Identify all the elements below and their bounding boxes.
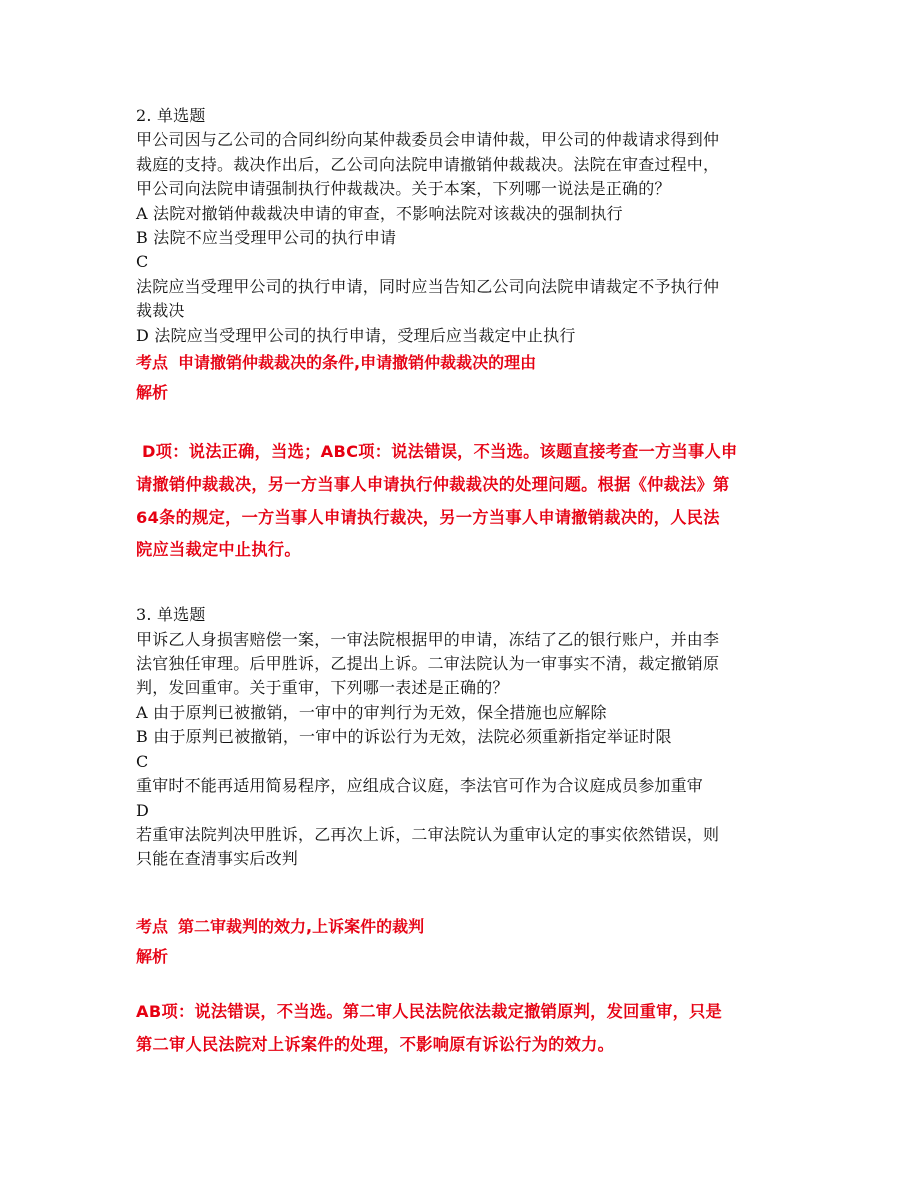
kaodian-label: 考点 (136, 916, 169, 936)
question-header: 2. 单选题 (136, 106, 206, 125)
kaodian-label: 考点 (136, 353, 169, 373)
analysis-line: 64条的规定，一方当事人申请执行裁决，另一方当事人申请撤销裁决的，人民法 (136, 507, 720, 527)
option-b: B 法院不应当受理甲公司的执行申请 (136, 228, 397, 248)
jiexi-label: 解析 (136, 383, 169, 403)
analysis (136, 996, 790, 1062)
option-c-letter: C (136, 252, 149, 272)
option-c-text: 重审时不能再适用简易程序，应组成合议庭，李法官可作为合议庭成员参加重审 (136, 776, 704, 796)
question-stem-line: 甲公司向法院申请强制执行仲裁裁决。关于本案，下列哪一说法是正确的？ (136, 179, 671, 199)
analysis (136, 436, 790, 567)
option-a: A 法院对撤销仲裁裁决申请的审查，不影响法院对该裁决的强制执行 (136, 203, 623, 223)
analysis-line: D项：说法正确，当选；ABC项：说法错误，不当选。该题直接考查一方当事人申 (142, 442, 738, 462)
analysis-line: AB项：说法错误，不当选。第二审人民法院依法裁定撤销原判，发回重审，只是 (136, 1001, 723, 1021)
document-page (136, 104, 790, 1061)
option-d-text: 若重审法院判决甲胜诉，乙再次上诉，二审法院认为重审认定的事实依然错误，则 (136, 824, 720, 844)
kaodian (136, 912, 790, 942)
question-stem-line: 判，发回重审。关于重审，下列哪一表述是正确的？ (136, 678, 509, 698)
jiexi-label: 解析 (136, 946, 169, 966)
analysis-line: 院应当裁定中止执行。 (136, 540, 301, 560)
option-c-letter: C (136, 751, 149, 771)
option-c-text: 法院应当受理甲公司的执行申请，同时应当告知乙公司向法院申请裁定不予执行仲 (136, 276, 720, 296)
kaodian (136, 348, 790, 378)
question-3 (136, 603, 790, 1061)
option-d-text: 只能在查清事实后改判 (136, 849, 299, 869)
question-stem-line: 法官独任审理。后甲胜诉，乙提出上诉。二审法院认为一审事实不清，裁定撤销原 (136, 654, 720, 674)
option-d: D 法院应当受理甲公司的执行申请，受理后应当裁定中止执行 (136, 325, 576, 345)
question-header: 3. 单选题 (136, 605, 206, 625)
option-a: A 由于原判已被撤销，一审中的审判行为无效，保全措施也应解除 (136, 702, 607, 722)
question-2 (136, 104, 790, 567)
option-c-text: 裁裁决 (136, 301, 185, 321)
question-stem-line: 甲公司因与乙公司的合同纠纷向某仲裁委员会申请仲裁，甲公司的仲裁请求得到仲 (136, 130, 720, 150)
question-stem-line: 裁庭的支持。裁决作出后，乙公司向法院申请撤销仲裁裁决。法院在审查过程中， (136, 154, 720, 174)
question-stem-line: 甲诉乙人身损害赔偿一案，一审法院根据甲的申请，冻结了乙的银行账户，并由李 (136, 629, 720, 649)
option-b: B 由于原判已被撤销，一审中的诉讼行为无效，法院必须重新指定举证时限 (136, 727, 672, 747)
kaodian-text: 第二审裁判的效力,上诉案件的裁判 (178, 916, 425, 936)
analysis-line: 第二审人民法院对上诉案件的处理，不影响原有诉讼行为的效力。 (136, 1034, 615, 1054)
option-d-letter: D (136, 800, 150, 820)
kaodian-text: 申请撤销仲裁裁决的条件,申请撤销仲裁裁决的理由 (178, 353, 537, 373)
analysis-line: 请撤销仲裁裁决，另一方当事人申请执行仲裁裁决的处理问题。根据《仲裁法》第 (136, 474, 730, 494)
